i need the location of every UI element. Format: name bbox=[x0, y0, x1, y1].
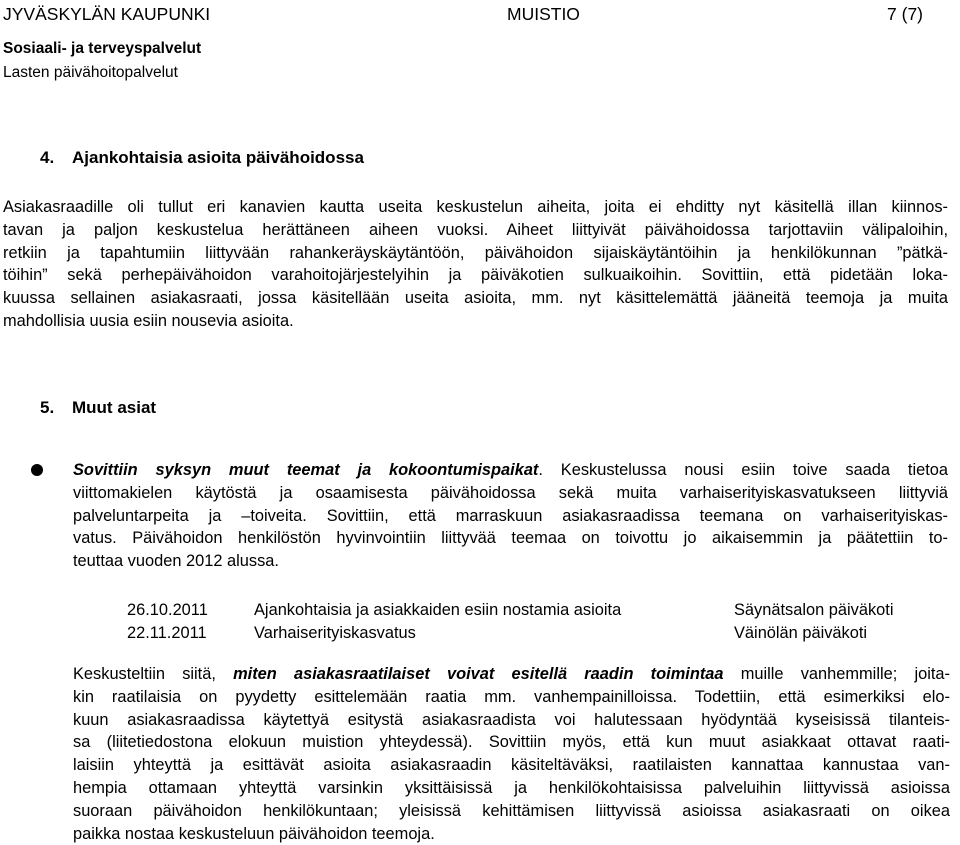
schedule-row bbox=[127, 599, 952, 622]
paragraph-line: töihin” sekä perhepäivähoidon varahoitojärjestelyihin ja päiväkotien sulkuaikoihin. Sovittiin, että pidetään loka- bbox=[3, 266, 948, 285]
section-title: Ajankohtaisia asioita päivähoidossa bbox=[72, 148, 364, 167]
section-5-heading bbox=[40, 397, 156, 419]
section-4-paragraph bbox=[3, 196, 948, 333]
closing-line-start: Keskusteltiin siitä, bbox=[73, 665, 234, 683]
schedule-place: Säynätsalon päiväkoti bbox=[734, 601, 894, 619]
paragraph-line: suoraan päivähoidon henkilökuntaan; yleisissä kehittämisen liittyvissä asioissa asiakasraati on oikea bbox=[73, 801, 950, 820]
page-number: 7 (7) bbox=[887, 4, 923, 24]
paragraph-line: kuun asiakasraadissa käytettyä esitystä asiakasraadista voi halutessaan hyödyntää kyseisissä tilanteis- bbox=[73, 710, 950, 729]
schedule-place: Väinölän päiväkoti bbox=[734, 623, 868, 642]
section-4-heading bbox=[40, 147, 364, 169]
schedule-date: 22.11.2011 bbox=[127, 623, 207, 642]
paragraph-line: tavan ja paljon keskustelua herättäneen aiheen vuoksi. Aiheet liittyivät päivähoidossa tarjottaviin välipaloihin, bbox=[3, 220, 948, 239]
paragraph-line: sa (liitetiedostona elokuun muistion yhteydessä). Sovittiin myös, että kun muut asiakkaat ottavat raati- bbox=[73, 733, 950, 752]
meeting-schedule bbox=[127, 599, 952, 645]
paragraph-line: palveluntarpeita ja –toiveita. Sovittiin, että marraskuun asiakasraadissa teemana on varhaiserityiskas- bbox=[73, 506, 948, 525]
bullet-lead-text: Sovittiin syksyn muut teemat ja kokoontumispaikat bbox=[73, 461, 539, 479]
paragraph-line: mahdollisia uusia esiin nousevia asioita. bbox=[3, 311, 294, 330]
bullet-line-rest: . Keskustelussa nousi esiin toive saada tietoa bbox=[538, 461, 948, 479]
closing-paragraph bbox=[73, 663, 950, 845]
closing-line-end: muille vanhemmille; joita- bbox=[723, 665, 950, 683]
city-name: JYVÄSKYLÄN KAUPUNKI bbox=[3, 4, 211, 24]
paragraph-line: Asiakasraadille oli tullut eri kanavien kautta useita keskustelun aiheita, joita ei ehditty nyt käsitellä illan kiinnos- bbox=[3, 198, 948, 216]
section-number: 5. bbox=[40, 398, 55, 417]
paragraph-line: viittomakielen käytöstä ja osaamisesta päivähoidossa sekä muita varhaiserityiskasvatukseen liittyviä bbox=[73, 483, 948, 502]
paragraph-line: teuttaa vuoden 2012 alussa. bbox=[73, 552, 279, 571]
department-name: Sosiaali- ja terveyspalvelut bbox=[3, 40, 202, 57]
paragraph-line: vatus. Päivähoidon henkilöstön hyvinvointiin liittyvää teemaa on toivottu jo aikaisemmin ja päätettiin to- bbox=[73, 529, 948, 548]
paragraph-line: retkiin ja tapahtumiin liittyvään rahankeräyskäytäntöön, päivähoidon sijaiskäytäntöihin ja henkilökunnan ”pätkä- bbox=[3, 243, 948, 262]
paragraph-line: paikka nostaa keskusteluun päivähoidon teemoja. bbox=[73, 824, 435, 843]
paragraph-line: kin raatilaisia on pyydetty esittelemään raatia mm. vanhempainilloissa. Todettiin, että esimerkiksi elo- bbox=[73, 687, 950, 706]
schedule-topic: Ajankohtaisia ja asiakkaiden esiin nostamia asioita bbox=[254, 601, 622, 619]
document-header bbox=[3, 3, 923, 25]
bullet-dot-icon bbox=[31, 464, 43, 476]
paragraph-line: laisiin yhteyttä ja esittävät asioita asiakasraadin käsiteltäväksi, raatilaisten kannattaa kannustaa van- bbox=[73, 756, 950, 775]
paragraph-line: kuussa sellainen asiakasraati, jossa käsitellään useita asioita, mm. nyt käsittelemättä jääneitä teemoja ja muita bbox=[3, 289, 948, 308]
schedule-row bbox=[127, 622, 952, 645]
closing-emphasis: miten asiakasraatilaiset voivat esitellä raadin toimintaa bbox=[233, 665, 724, 683]
paragraph-line: hempia ottamaan yhteyttä varsinkin yksittäisissä ja henkilökohtaisissa palveluihin liittyvissä asioissa bbox=[73, 778, 950, 797]
schedule-date: 26.10.2011 bbox=[127, 601, 208, 619]
schedule-topic: Varhaiserityiskasvatus bbox=[254, 623, 416, 642]
section-number: 4. bbox=[40, 148, 55, 167]
paragraph-line bbox=[73, 663, 950, 686]
paragraph-line bbox=[73, 459, 948, 482]
section-title: Muut asiat bbox=[72, 398, 157, 417]
bullet-paragraph bbox=[73, 459, 948, 573]
unit-name: Lasten päivähoitopalvelut bbox=[3, 64, 178, 81]
document-type: MUISTIO bbox=[507, 4, 580, 24]
